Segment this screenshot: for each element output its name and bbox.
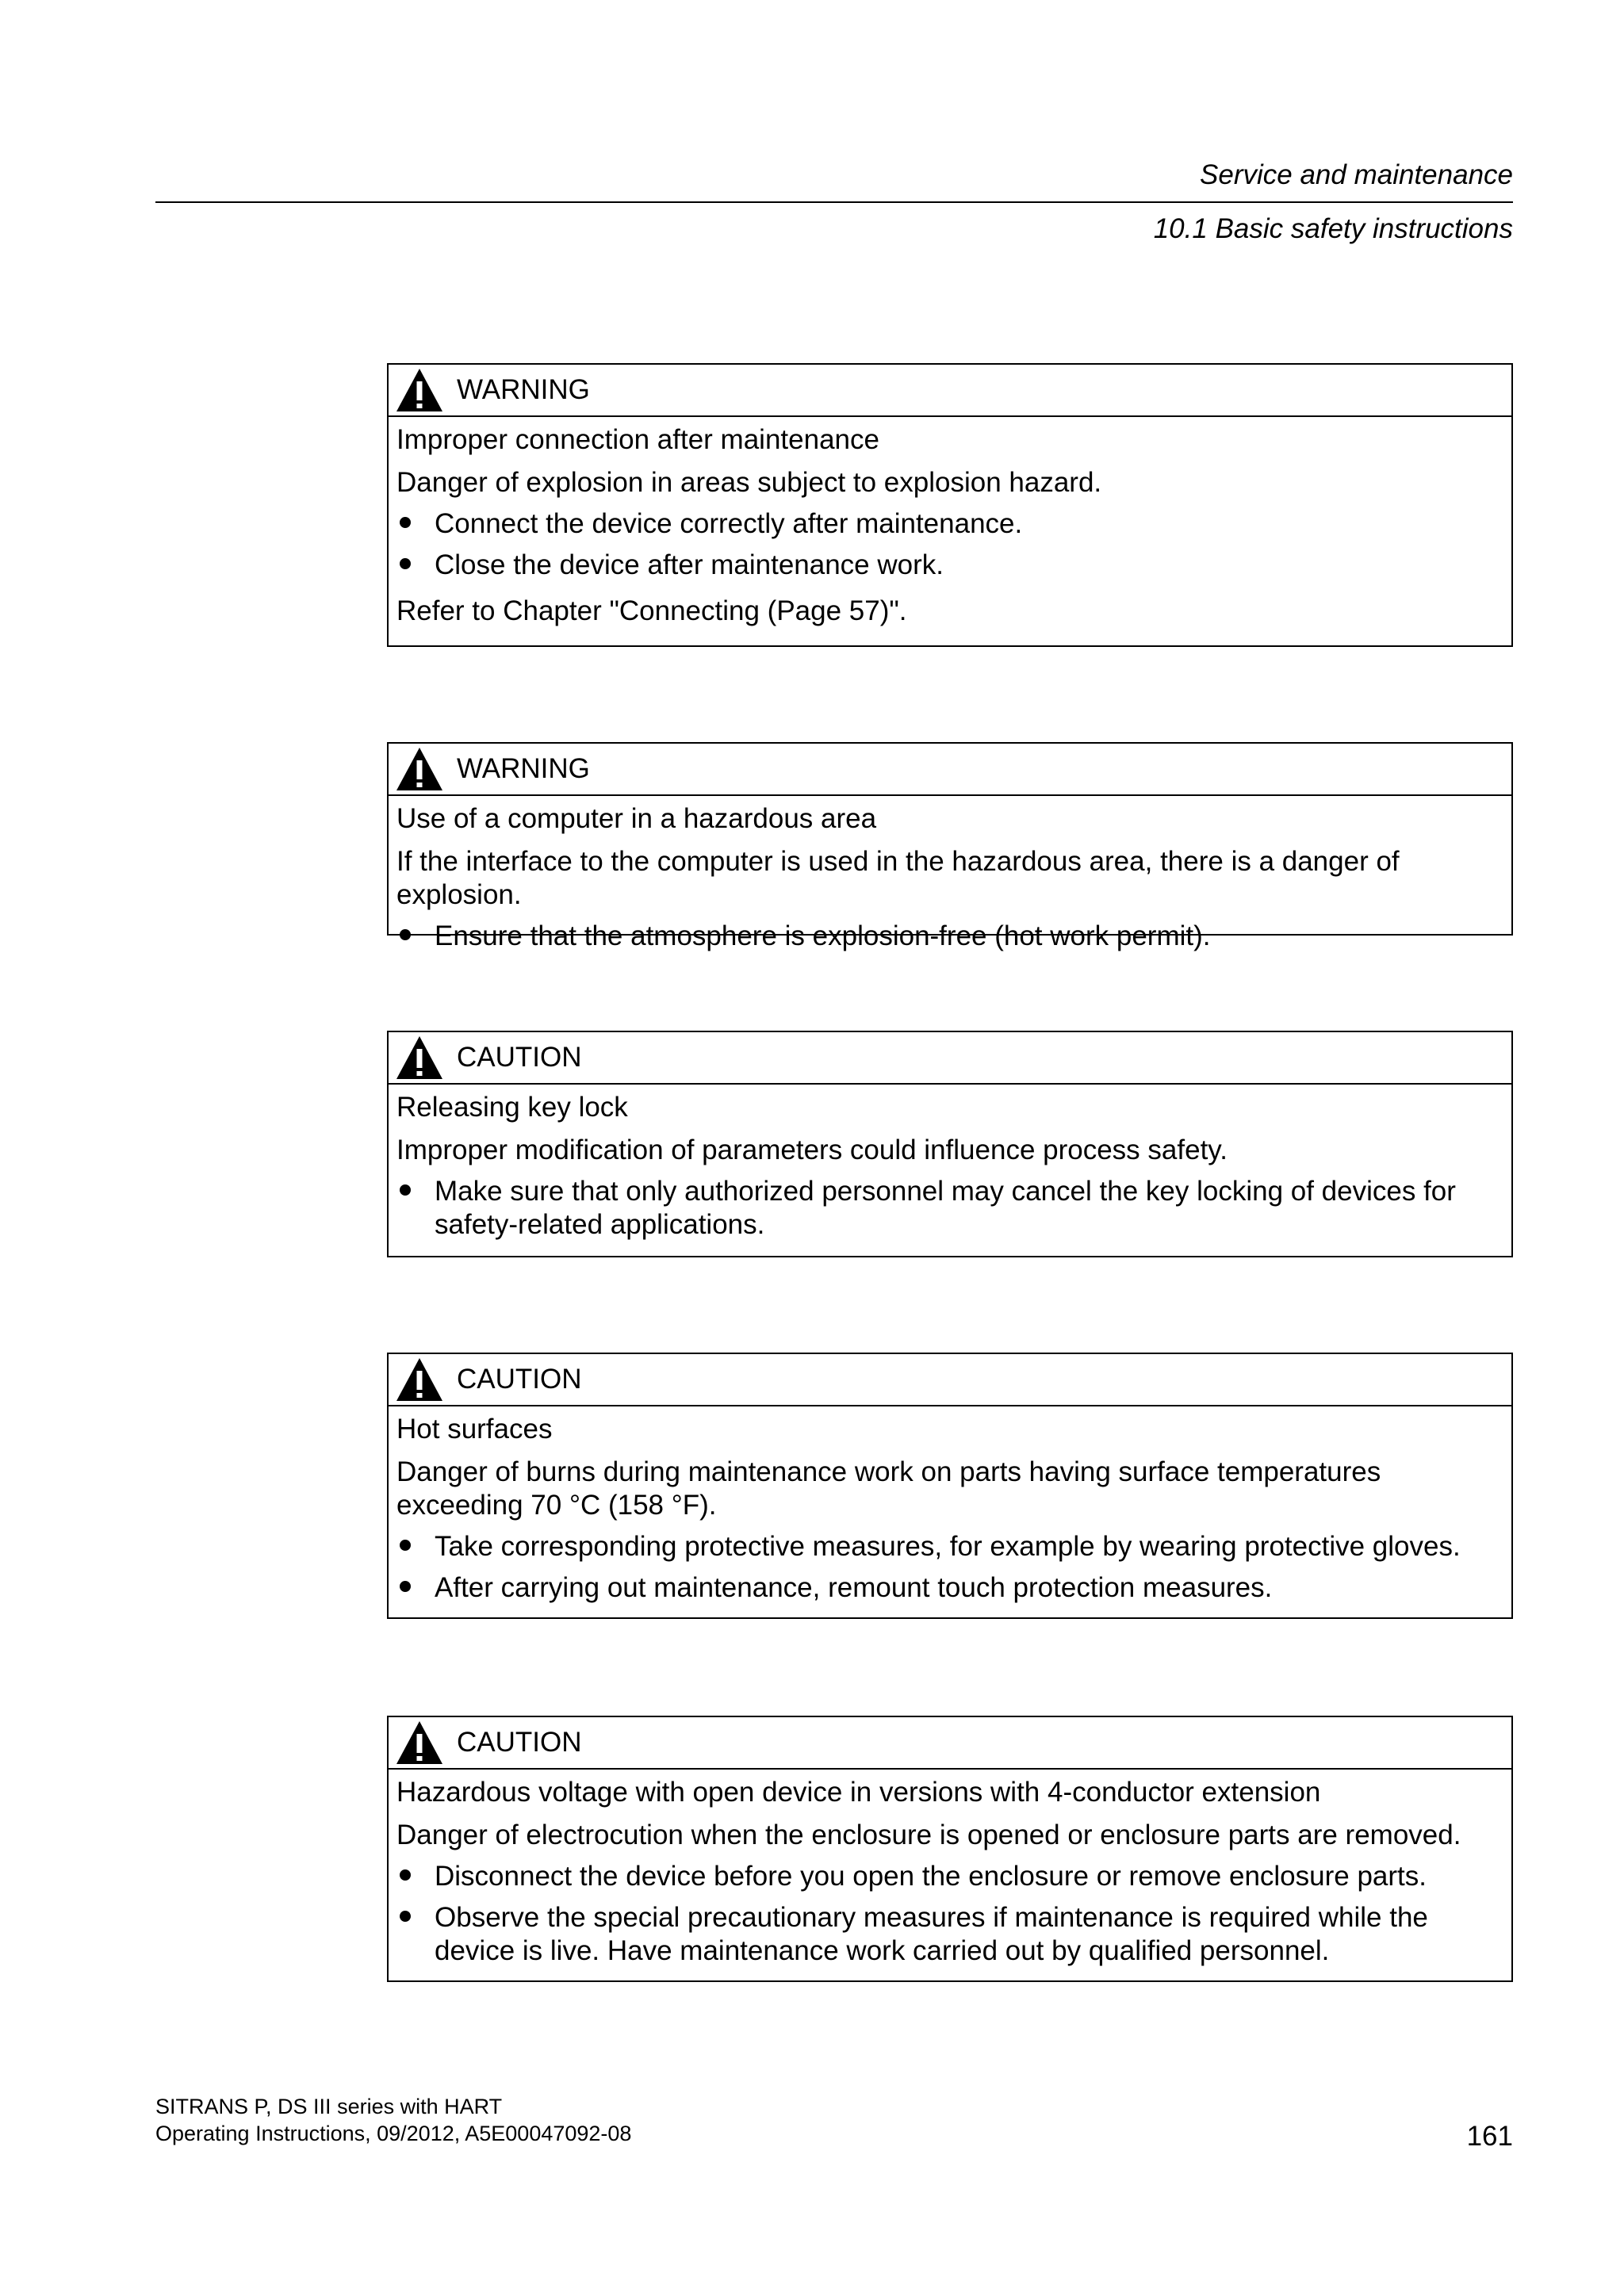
notice-signal-word: WARNING bbox=[457, 753, 590, 784]
warning-triangle-icon bbox=[395, 1720, 444, 1766]
bullet-icon bbox=[400, 517, 411, 528]
list-item: Observe the special precautionary measures if maintenance is required while the device is live. Have maintenance work carried out by qualified personnel. bbox=[396, 1901, 1503, 1968]
notice-action-list bbox=[389, 1530, 1511, 1605]
notice-action-list bbox=[389, 920, 1511, 953]
notice-hazard-text: Danger of explosion in areas subject to explosion hazard. bbox=[396, 467, 1102, 498]
footer-document-info: Operating Instructions, 09/2012, A5E00047092-08 bbox=[155, 2122, 632, 2145]
notice-header bbox=[389, 1717, 1511, 1770]
list-item: Connect the device correctly after maintenance. bbox=[396, 507, 1503, 541]
notice-header bbox=[389, 1354, 1511, 1406]
page-footer bbox=[155, 2093, 1513, 2152]
notice-title: Hazardous voltage with open device in versions with 4-conductor extension bbox=[396, 1777, 1321, 1808]
footer-product-name: SITRANS P, DS III series with HART bbox=[155, 2095, 503, 2118]
warning-triangle-icon bbox=[395, 1357, 444, 1402]
bullet-icon bbox=[400, 929, 411, 940]
caution-notice-hazardous-voltage bbox=[387, 1716, 1513, 1982]
list-item: Disconnect the device before you open the enclosure or remove enclosure parts. bbox=[396, 1860, 1503, 1893]
notice-title: Use of a computer in a hazardous area bbox=[396, 803, 877, 834]
notice-action-list bbox=[389, 1860, 1511, 1968]
notice-title: Improper connection after maintenance bbox=[396, 424, 879, 455]
notice-header bbox=[389, 744, 1511, 796]
notice-hazard-text: If the interface to the computer is used in the hazardous area, there is a danger of explosion. bbox=[396, 846, 1400, 910]
bullet-icon bbox=[400, 1581, 411, 1592]
notice-hazard-text: Danger of burns during maintenance work on parts having surface temperatures exceeding 70 °C (158 °F). bbox=[396, 1456, 1381, 1521]
notice-header bbox=[389, 1032, 1511, 1085]
header-subsection-title: 10.1 Basic safety instructions bbox=[1153, 213, 1513, 244]
list-item: Close the device after maintenance work. bbox=[396, 549, 1503, 582]
page-header bbox=[155, 159, 1513, 246]
notice-hazard-text: Danger of electrocution when the enclosure is opened or enclosure parts are removed. bbox=[396, 1820, 1461, 1850]
list-item: Make sure that only authorized personnel may cancel the key locking of devices for safety-related applications. bbox=[396, 1175, 1503, 1242]
notice-signal-word: CAUTION bbox=[457, 1364, 582, 1395]
bullet-icon bbox=[400, 558, 411, 569]
notice-signal-word: WARNING bbox=[457, 374, 590, 405]
caution-notice-hot-surfaces bbox=[387, 1353, 1513, 1619]
notice-header bbox=[389, 365, 1511, 417]
warning-triangle-icon bbox=[395, 367, 444, 413]
bullet-icon bbox=[400, 1869, 411, 1881]
notice-hazard-text: Improper modification of parameters could influence process safety. bbox=[396, 1135, 1228, 1165]
warning-notice-computer-hazardous-area bbox=[387, 742, 1513, 951]
notice-action-list bbox=[389, 1175, 1511, 1242]
notice-signal-word: CAUTION bbox=[457, 1727, 582, 1758]
warning-triangle-icon bbox=[395, 1035, 444, 1081]
warning-notice-improper-connection bbox=[387, 363, 1513, 647]
notice-signal-word: CAUTION bbox=[457, 1042, 582, 1073]
list-item: Take corresponding protective measures, for example by wearing protective gloves. bbox=[396, 1530, 1503, 1563]
bullet-icon bbox=[400, 1184, 411, 1196]
bullet-icon bbox=[400, 1540, 411, 1551]
list-item: Ensure that the atmosphere is explosion-free (hot work permit). bbox=[396, 920, 1503, 953]
page-number: 161 bbox=[1466, 2121, 1513, 2152]
list-item: After carrying out maintenance, remount touch protection measures. bbox=[396, 1571, 1503, 1605]
warning-triangle-icon bbox=[395, 746, 444, 792]
bullet-icon bbox=[400, 1911, 411, 1922]
notice-title: Hot surfaces bbox=[396, 1414, 553, 1445]
caution-notice-key-lock bbox=[387, 1031, 1513, 1257]
header-section-title: Service and maintenance bbox=[155, 159, 1513, 203]
notice-title: Releasing key lock bbox=[396, 1092, 628, 1123]
notice-action-list bbox=[389, 507, 1511, 582]
notice-reference: Refer to Chapter "Connecting (Page 57)". bbox=[396, 595, 907, 626]
